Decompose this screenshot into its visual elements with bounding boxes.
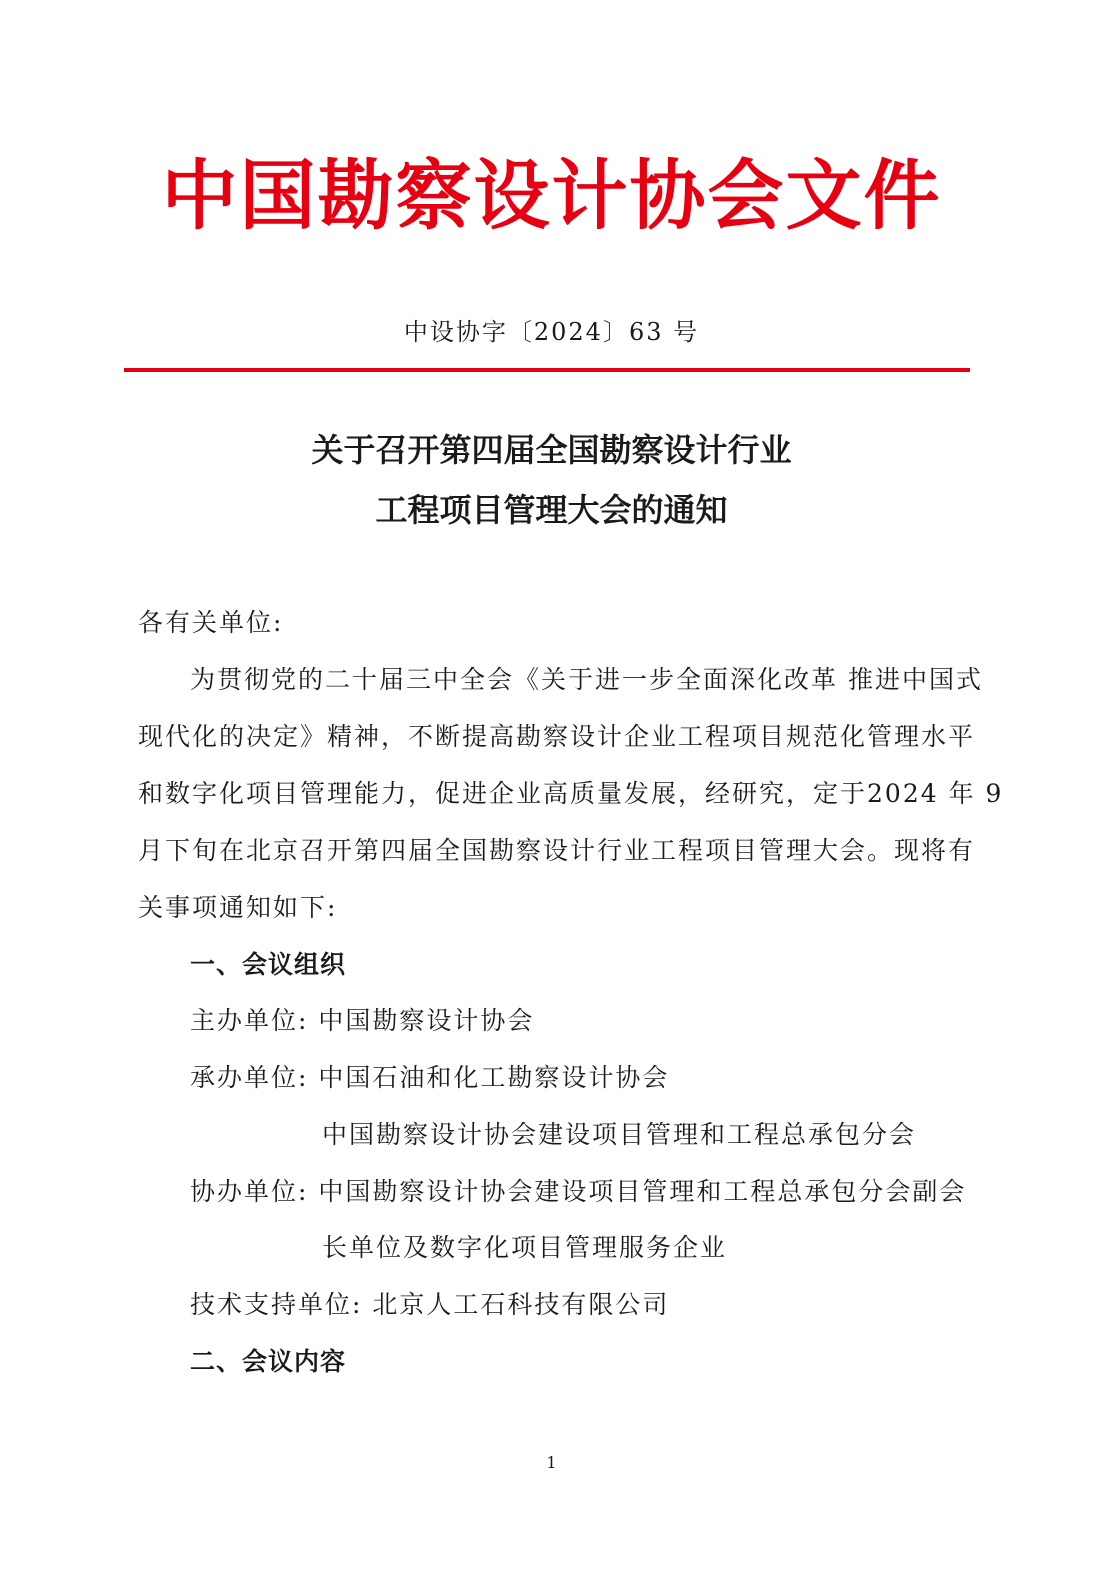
host-row — [190, 1061, 669, 1095]
paragraph-line: 月下旬在北京召开第四届全国勘察设计行业工程项目管理大会。现将有 — [138, 836, 976, 865]
issuing-authority-header: 中国勘察设计协会文件 — [161, 151, 942, 240]
host-value-1: 中国石油和化工勘察设计协会 — [318, 1063, 670, 1092]
document-number: 中设协字〔2024〕63 号 — [403, 318, 700, 346]
red-divider-line — [124, 368, 970, 372]
tech-support-value: 北京人工石科技有限公司 — [372, 1290, 670, 1319]
tech-support-label: 技术支持单位: — [190, 1290, 363, 1319]
tech-support-row — [190, 1288, 669, 1322]
co-organizer-row — [190, 1175, 966, 1209]
host-label: 承办单位: — [190, 1063, 309, 1092]
page-number: 1 — [546, 1453, 557, 1472]
salutation: 各有关单位: — [138, 608, 284, 637]
host-value-2: 中国勘察设计协会建设项目管理和工程总承包分会 — [322, 1120, 917, 1149]
organizer-label: 主办单位: — [190, 1006, 309, 1035]
section-heading-organization: 一、会议组织 — [190, 950, 347, 979]
paragraph-line: 为贯彻党的二十届三中全会《关于进一步全面深化改革 推进中国式 — [190, 665, 983, 694]
paragraph-line: 和数字化项目管理能力，促进企业高质量发展，经研究，定于2024 年 9 — [138, 779, 1004, 808]
co-organizer-value-2: 长单位及数字化项目管理服务企业 — [322, 1233, 728, 1262]
co-organizer-label: 协办单位: — [190, 1177, 309, 1206]
section-heading-content: 二、会议内容 — [190, 1347, 347, 1376]
organizer-row — [190, 1004, 534, 1038]
paragraph-line: 关事项通知如下: — [138, 893, 338, 922]
paragraph-line: 现代化的决定》精神，不断提高勘察设计企业工程项目规范化管理水平 — [138, 722, 976, 751]
organizer-value: 中国勘察设计协会 — [318, 1006, 535, 1035]
notice-title-line-2: 工程项目管理大会的通知 — [375, 491, 728, 529]
notice-title-line-1: 关于召开第四届全国勘察设计行业 — [311, 431, 792, 469]
co-organizer-value-1: 中国勘察设计协会建设项目管理和工程总承包分会副会 — [318, 1177, 967, 1206]
